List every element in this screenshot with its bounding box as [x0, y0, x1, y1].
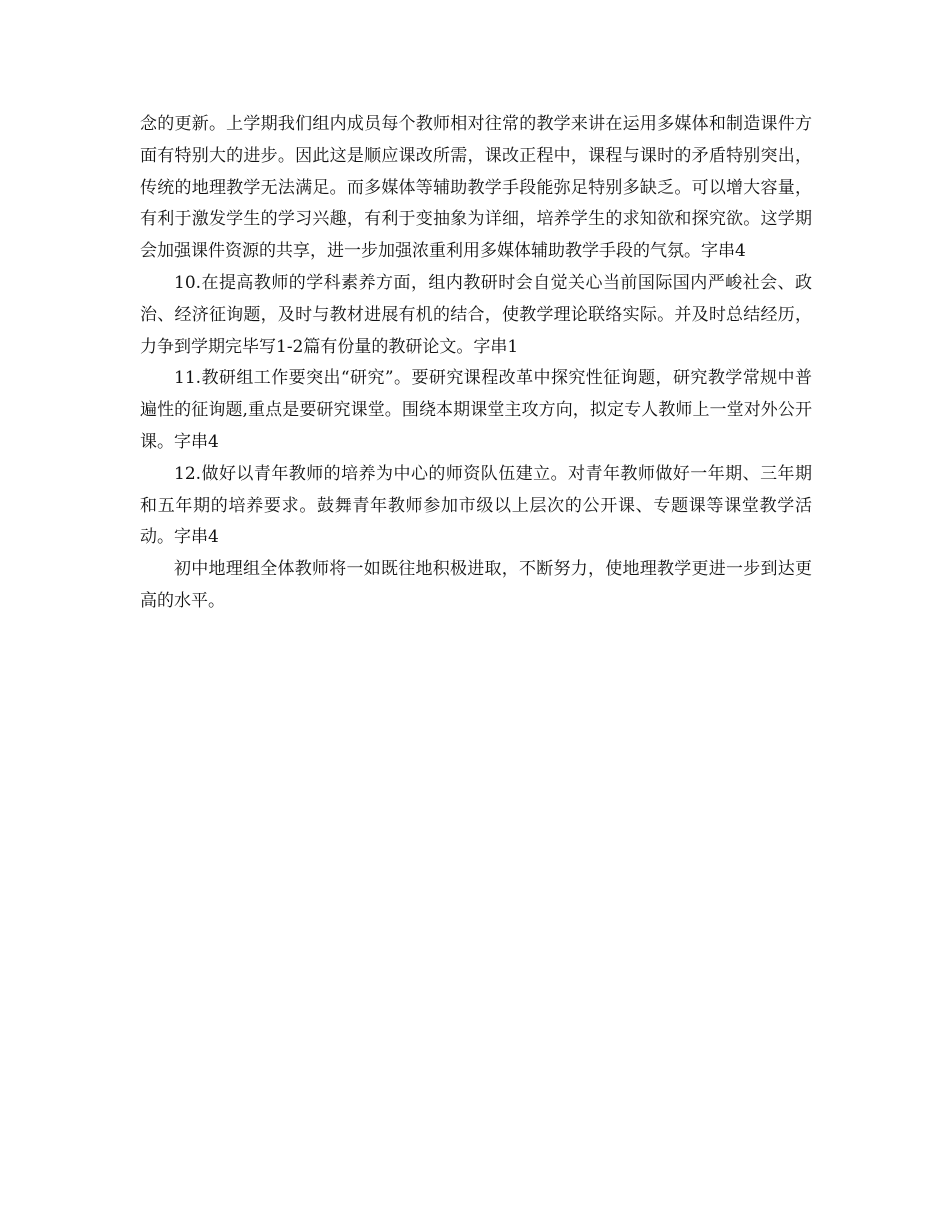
paragraph-conclusion: 初中地理组全体教师将一如既往地积极进取，不断努力，使地理教学更进一步到达更高的水平。 [140, 559, 812, 611]
paragraph-item-11: 11.教研组工作要突出“研究”。要研究课程改革中探究性征询题，研究教学常规中普遍性的征询题,重点是要研究课堂。围绕本期课堂主攻方向，拟定专人教师上一堂对外公开课。字串4 [140, 368, 812, 452]
paragraph-item-10: 10.在提高教师的学科素养方面，组内教研时会自觉关心当前国际国内严峻社会、政治、经济征询题，及时与教材进展有机的结合，使教学理论联络实际。并及时总结经历，力争到学期完毕写1-2篇有份量的教研论文。字串1 [140, 272, 812, 357]
paragraph-item-12: 12.做好以青年教师的培养为中心的师资队伍建立。对青年教师做好一年期、三年期和五年期的培养要求。鼓舞青年教师参加市级以上层次的公开课、专题课等课堂教学活动。字串4 [140, 463, 812, 548]
paragraph-multimedia: 念的更新。上学期我们组内成员每个教师相对往常的教学来讲在运用多媒体和制造课件方面有特别大的进步。因此这是顺应课改所需，课改正程中，课程与课时的矛盾特别突出，传统的地理教学无法满足。而多媒体等辅助教学手段能弥足特别多缺乏。可以增大容量，有利于激发学生的学习兴趣，有利于变抽象为详细，培养学生的求知欲和探究欲。这学期会加强课件资源的共享，进一步加强浓重利用多媒体辅助教学手段的气氛。字串4 [140, 114, 812, 262]
document-body [140, 109, 812, 618]
